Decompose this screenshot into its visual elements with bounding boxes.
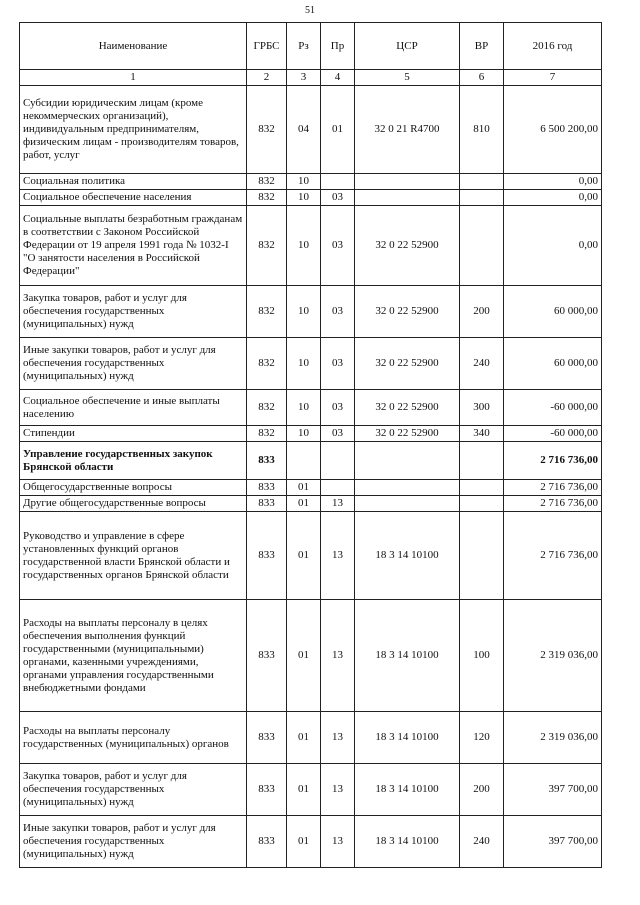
row-amount: 2 716 736,00: [504, 496, 602, 512]
row-csr: 18 3 14 10100: [355, 512, 460, 600]
row-amount: 6 500 200,00: [504, 86, 602, 174]
row-name: Стипендии: [20, 426, 247, 442]
row-pr: [321, 174, 355, 190]
header-grbs: ГРБС: [247, 23, 287, 70]
table-row: [20, 86, 602, 174]
row-rz: 01: [287, 600, 321, 712]
row-grbs: 832: [247, 190, 287, 206]
row-csr: [355, 190, 460, 206]
row-amount: 2 716 736,00: [504, 442, 602, 480]
row-vr: 200: [460, 286, 504, 338]
row-pr: 03: [321, 338, 355, 390]
row-pr: 03: [321, 286, 355, 338]
row-vr: 300: [460, 390, 504, 426]
row-grbs: 832: [247, 390, 287, 426]
table-row: [20, 442, 602, 480]
table-row: [20, 712, 602, 764]
row-amount: 2 319 036,00: [504, 712, 602, 764]
row-grbs: 833: [247, 764, 287, 816]
row-rz: 10: [287, 286, 321, 338]
row-csr: 32 0 21 R4700: [355, 86, 460, 174]
table-row: [20, 764, 602, 816]
row-csr: [355, 496, 460, 512]
row-csr: [355, 174, 460, 190]
row-pr: 13: [321, 496, 355, 512]
row-pr: [321, 480, 355, 496]
table-row: [20, 190, 602, 206]
row-amount: 0,00: [504, 190, 602, 206]
table-row: [20, 390, 602, 426]
row-grbs: 833: [247, 600, 287, 712]
row-vr: 200: [460, 764, 504, 816]
row-rz: 04: [287, 86, 321, 174]
row-vr: [460, 496, 504, 512]
header-pr: Пр: [321, 23, 355, 70]
table-row: [20, 206, 602, 286]
col-number: 4: [321, 70, 355, 86]
row-rz: 10: [287, 338, 321, 390]
row-rz: [287, 442, 321, 480]
row-csr: 18 3 14 10100: [355, 764, 460, 816]
row-csr: 18 3 14 10100: [355, 712, 460, 764]
row-pr: 13: [321, 512, 355, 600]
col-number: 3: [287, 70, 321, 86]
row-csr: 32 0 22 52900: [355, 338, 460, 390]
row-rz: 01: [287, 816, 321, 868]
row-name: Социальное обеспечение и иные выплаты населению: [20, 390, 247, 426]
row-pr: 13: [321, 816, 355, 868]
row-rz: 01: [287, 480, 321, 496]
row-vr: [460, 206, 504, 286]
row-vr: [460, 512, 504, 600]
row-rz: 10: [287, 426, 321, 442]
table-row: [20, 600, 602, 712]
page-number: 51: [305, 5, 315, 16]
row-vr: 240: [460, 338, 504, 390]
row-grbs: 833: [247, 712, 287, 764]
row-name: Социальная политика: [20, 174, 247, 190]
col-number: 6: [460, 70, 504, 86]
col-number: 5: [355, 70, 460, 86]
col-number: 7: [504, 70, 602, 86]
row-vr: [460, 190, 504, 206]
table-row: [20, 496, 602, 512]
row-amount: 2 319 036,00: [504, 600, 602, 712]
table-header-row: [20, 23, 602, 70]
row-name: Иные закупки товаров, работ и услуг для обеспечения государственных (муниципальных) нужд: [20, 338, 247, 390]
header-rz: Рз: [287, 23, 321, 70]
row-grbs: 833: [247, 512, 287, 600]
header-csr: ЦСР: [355, 23, 460, 70]
row-csr: 32 0 22 52900: [355, 426, 460, 442]
row-grbs: 833: [247, 496, 287, 512]
table-row: [20, 512, 602, 600]
row-name: Субсидии юридическим лицам (кроме некоммерческих организаций), индивидуальным предпринимателям, физическим лицам - производителям товаров, работ, услуг: [20, 86, 247, 174]
row-amount: 0,00: [504, 206, 602, 286]
row-name: Социальные выплаты безработным гражданам в соответствии с Законом Российской Федерации от 19 апреля 1991 года № 1032-I "О занятости населения в Российской Федерации": [20, 206, 247, 286]
header-year: 2016 год: [504, 23, 602, 70]
row-amount: 60 000,00: [504, 286, 602, 338]
row-name: Руководство и управление в сфере установленных функций органов государственной власти Брянской области и государственных органов Брянской области: [20, 512, 247, 600]
col-number: 1: [20, 70, 247, 86]
row-amount: 397 700,00: [504, 816, 602, 868]
row-pr: 13: [321, 764, 355, 816]
row-vr: [460, 480, 504, 496]
row-name: Социальное обеспечение населения: [20, 190, 247, 206]
row-csr: 32 0 22 52900: [355, 390, 460, 426]
row-csr: 18 3 14 10100: [355, 600, 460, 712]
row-csr: [355, 480, 460, 496]
row-pr: 03: [321, 190, 355, 206]
row-vr: 100: [460, 600, 504, 712]
row-pr: 03: [321, 206, 355, 286]
row-pr: 03: [321, 426, 355, 442]
row-name: Другие общегосударственные вопросы: [20, 496, 247, 512]
table-row: [20, 338, 602, 390]
table-row: [20, 286, 602, 338]
row-vr: 810: [460, 86, 504, 174]
row-grbs: 832: [247, 426, 287, 442]
row-amount: 397 700,00: [504, 764, 602, 816]
table-row: [20, 426, 602, 442]
row-rz: 01: [287, 764, 321, 816]
header-vr: ВР: [460, 23, 504, 70]
column-number-row: [20, 70, 602, 86]
row-name: Управление государственных закупок Брянской области: [20, 442, 247, 480]
row-grbs: 833: [247, 816, 287, 868]
row-vr: 120: [460, 712, 504, 764]
row-amount: 2 716 736,00: [504, 480, 602, 496]
row-rz: 10: [287, 174, 321, 190]
col-number: 2: [247, 70, 287, 86]
row-name: Закупка товаров, работ и услуг для обеспечения государственных (муниципальных) нужд: [20, 764, 247, 816]
row-amount: -60 000,00: [504, 390, 602, 426]
row-csr: 18 3 14 10100: [355, 816, 460, 868]
row-name: Закупка товаров, работ и услуг для обеспечения государственных (муниципальных) нужд: [20, 286, 247, 338]
table-row: [20, 480, 602, 496]
row-grbs: 832: [247, 174, 287, 190]
row-csr: [355, 442, 460, 480]
row-csr: 32 0 22 52900: [355, 286, 460, 338]
row-rz: 01: [287, 512, 321, 600]
row-name: Общегосударственные вопросы: [20, 480, 247, 496]
row-grbs: 832: [247, 206, 287, 286]
row-name: Иные закупки товаров, работ и услуг для обеспечения государственных (муниципальных) нужд: [20, 816, 247, 868]
row-pr: 03: [321, 390, 355, 426]
row-vr: 240: [460, 816, 504, 868]
row-grbs: 832: [247, 286, 287, 338]
row-name: Расходы на выплаты персоналу государственных (муниципальных) органов: [20, 712, 247, 764]
row-amount: 2 716 736,00: [504, 512, 602, 600]
row-grbs: 832: [247, 338, 287, 390]
table-row: [20, 174, 602, 190]
row-amount: 60 000,00: [504, 338, 602, 390]
table-row: [20, 816, 602, 868]
row-grbs: 832: [247, 86, 287, 174]
row-pr: 01: [321, 86, 355, 174]
row-pr: [321, 442, 355, 480]
row-rz: 01: [287, 496, 321, 512]
row-vr: [460, 442, 504, 480]
row-rz: 10: [287, 206, 321, 286]
row-rz: 10: [287, 390, 321, 426]
row-grbs: 833: [247, 442, 287, 480]
row-vr: 340: [460, 426, 504, 442]
row-rz: 10: [287, 190, 321, 206]
row-rz: 01: [287, 712, 321, 764]
row-pr: 13: [321, 712, 355, 764]
header-name: Наименование: [20, 23, 247, 70]
budget-table: [19, 22, 602, 868]
row-name: Расходы на выплаты персоналу в целях обеспечения выполнения функций государственными (муниципальными) органами, казенными учреждениями, органами управления государственными внебюджетными фондами: [20, 600, 247, 712]
row-grbs: 833: [247, 480, 287, 496]
row-amount: 0,00: [504, 174, 602, 190]
row-pr: 13: [321, 600, 355, 712]
row-amount: -60 000,00: [504, 426, 602, 442]
row-csr: 32 0 22 52900: [355, 206, 460, 286]
row-vr: [460, 174, 504, 190]
